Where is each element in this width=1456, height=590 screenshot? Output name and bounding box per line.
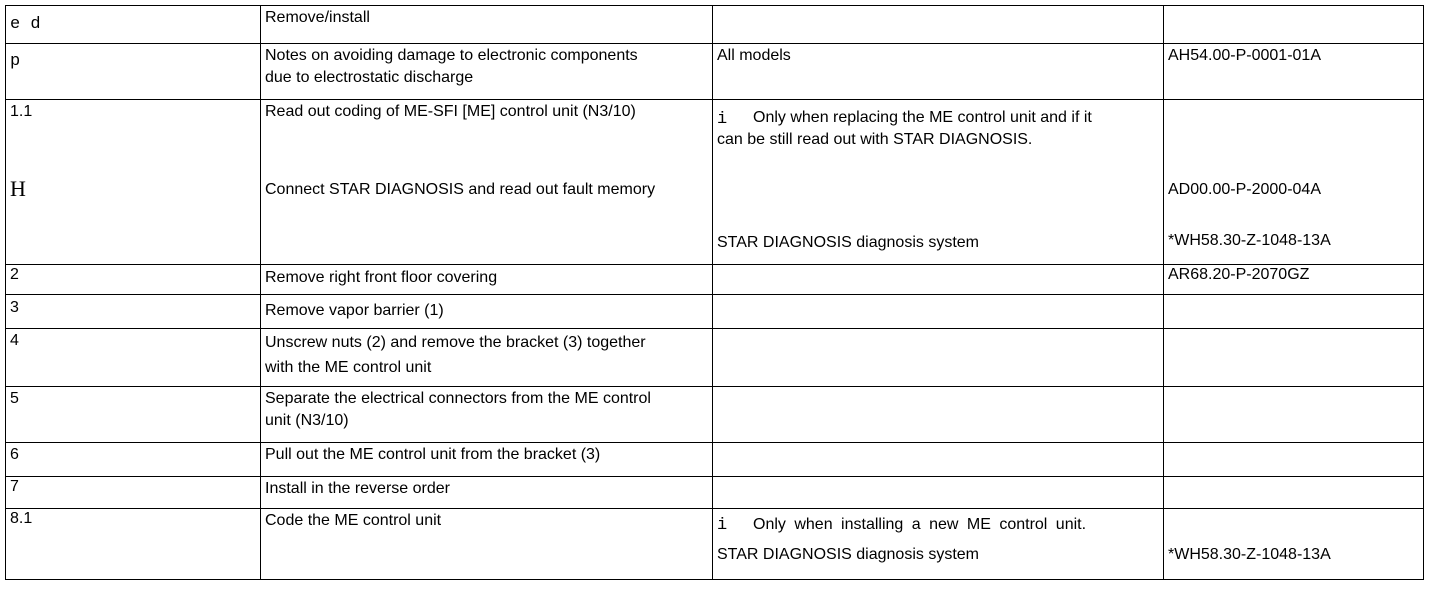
action-cell: [261, 6, 713, 44]
note-text-2: STAR DIAGNOSIS diagnosis system: [717, 234, 979, 251]
step-cell: [6, 387, 261, 443]
action-text: Pull out the ME control unit from the bracket (3): [265, 446, 601, 463]
table-row: [6, 477, 1424, 509]
action-text: Install in the reverse order: [265, 480, 450, 497]
step-cell: [6, 100, 261, 265]
action-text: Remove/install: [265, 9, 370, 26]
ref-cell: [1164, 295, 1424, 329]
step-cell: [6, 295, 261, 329]
action-text: Notes on avoiding damage to electronic components due to electrostatic discharge: [265, 47, 638, 86]
ref-cell: [1164, 100, 1424, 265]
step-label: e d: [10, 15, 41, 34]
step-label: 7: [10, 478, 19, 495]
table-row: [6, 387, 1424, 443]
ref-link[interactable]: AR68.20-P-2070GZ: [1168, 266, 1310, 283]
step-label: 8.1: [10, 510, 33, 527]
action-cell: [261, 44, 713, 100]
step-label: 4: [10, 332, 19, 349]
note-text: All models: [717, 47, 791, 64]
table-row: [6, 265, 1424, 295]
step-label: p: [10, 52, 21, 71]
step-cell: [6, 329, 261, 387]
step-cell: [6, 44, 261, 100]
note-cell: [713, 329, 1164, 387]
table-row: [6, 44, 1424, 100]
table-row: [6, 100, 1424, 265]
action-text: Separate the electrical connectors from the ME control unit (N3/10): [265, 390, 651, 429]
note-cell: [713, 6, 1164, 44]
ref-link[interactable]: AD00.00-P-2000-04A: [1168, 181, 1321, 198]
step-label: 5: [10, 390, 19, 407]
note-cell: [713, 477, 1164, 509]
step-cell: [6, 509, 261, 580]
ref-link-2[interactable]: *WH58.30-Z-1048-13A: [1168, 232, 1331, 249]
note-cell: [713, 44, 1164, 100]
step-cell: [6, 6, 261, 44]
note-cell: [713, 265, 1164, 295]
action-cell: [261, 329, 713, 387]
ref-link[interactable]: AH54.00-P-0001-01A: [1168, 47, 1321, 64]
action-text: Unscrew nuts (2) and remove the bracket (3) together with the ME control unit: [265, 334, 646, 376]
action-text: Remove right front floor covering: [265, 269, 498, 286]
action-cell: [261, 509, 713, 580]
step-label: 1.1: [10, 103, 33, 120]
note-cell: [713, 443, 1164, 477]
action-text: Code the ME control unit: [265, 512, 442, 529]
action-cell: [261, 387, 713, 443]
action-text: Remove vapor barrier (1): [265, 302, 444, 319]
ref-cell: [1164, 509, 1424, 580]
action-cell: [261, 265, 713, 295]
step-cell: [6, 265, 261, 295]
step-label: 6: [10, 446, 19, 463]
ref-link[interactable]: *WH58.30-Z-1048-13A: [1168, 546, 1331, 563]
action-cell: [261, 477, 713, 509]
step-label: 3: [10, 299, 19, 316]
ref-cell: [1164, 387, 1424, 443]
ref-cell: [1164, 443, 1424, 477]
action-cell: [261, 295, 713, 329]
ref-cell: [1164, 329, 1424, 387]
step-cell: [6, 443, 261, 477]
note-text: Only when replacing the ME control unit and if it can be still read out with STAR DIAGNOSIS.: [717, 109, 1092, 148]
note-text-2: STAR DIAGNOSIS diagnosis system: [717, 546, 979, 563]
action-cell: [261, 100, 713, 265]
table-row: [6, 443, 1424, 477]
note-text: Only when installing a new ME control unit.: [753, 516, 1087, 533]
table-row: [6, 509, 1424, 580]
note-cell: [713, 100, 1164, 265]
procedure-table: [5, 5, 1424, 580]
ref-cell: [1164, 44, 1424, 100]
step-cell: [6, 477, 261, 509]
hazard-icon: H: [10, 176, 26, 201]
action-text: Read out coding of ME-SFI [ME] control unit (N3/10): [265, 103, 636, 120]
step-label: 2: [10, 266, 19, 283]
table-row: [6, 6, 1424, 44]
info-icon: i: [717, 110, 728, 129]
sub-action-text: Connect STAR DIAGNOSIS and read out fault memory: [265, 181, 656, 198]
ref-cell: [1164, 477, 1424, 509]
ref-cell: [1164, 6, 1424, 44]
table-row: [6, 329, 1424, 387]
ref-cell: [1164, 265, 1424, 295]
action-cell: [261, 443, 713, 477]
note-cell: [713, 387, 1164, 443]
note-cell: [713, 509, 1164, 580]
note-cell: [713, 295, 1164, 329]
info-icon: i: [717, 516, 728, 535]
table-row: [6, 295, 1424, 329]
